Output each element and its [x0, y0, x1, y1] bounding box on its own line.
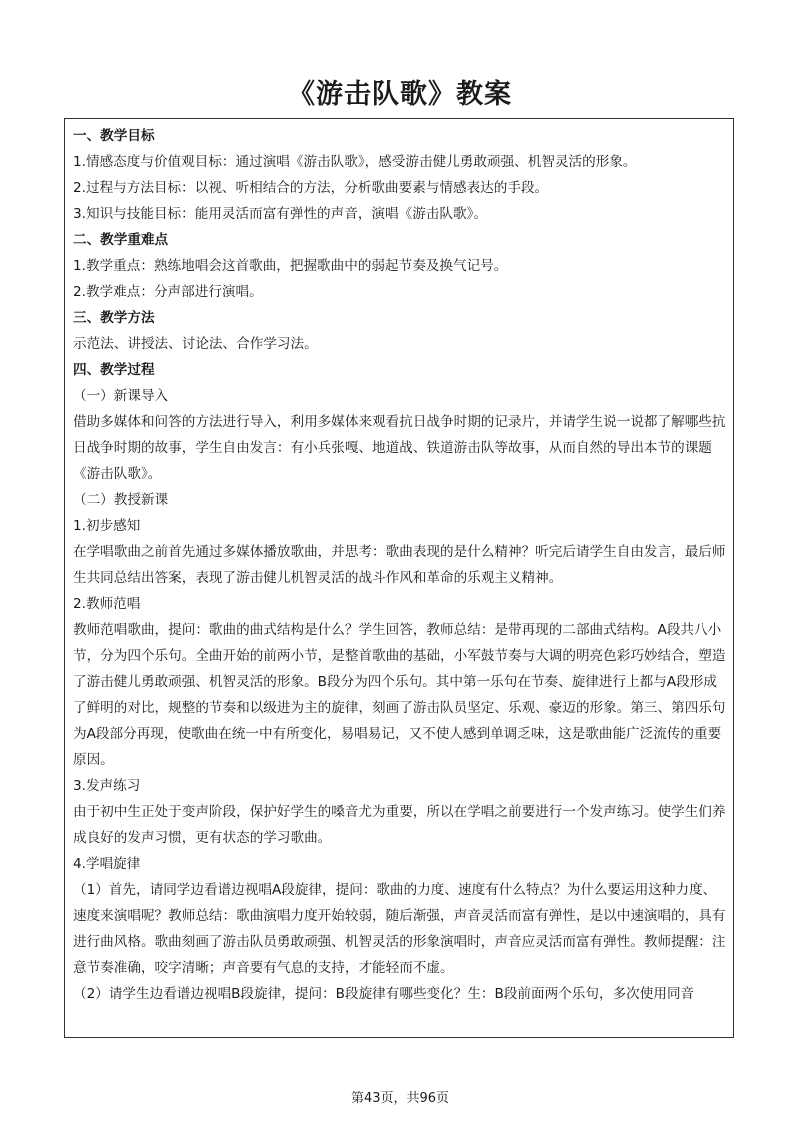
paragraph: 示范法、讲授法、讨论法、合作学习法。: [73, 336, 318, 352]
paragraph: 3.知识与技能目标：能用灵活而富有弹性的声音，演唱《游击队歌》。: [73, 206, 487, 222]
section-heading-key-points: 二、教学重难点: [73, 232, 169, 248]
lesson-plan-body: [73, 123, 728, 1007]
paragraph: （2）请学生边看谱边视唱B段旋律，提问：B段旋律有哪些变化？生：B段前面两个乐句，多次使用同音: [73, 986, 695, 1002]
paragraph: 由于初中生正处于变声阶段，保护好学生的嗓音尤为重要，所以在学唱之前要进行一个发声练习。使学生们养成良好的发声习惯，更有状态的学习歌曲。: [73, 804, 726, 846]
section-heading-methods: 三、教学方法: [73, 310, 155, 326]
paragraph: 教师范唱歌曲，提问：歌曲的曲式结构是什么？学生回答，教师总结：是带再现的二部曲式结构。A段共八小节，分为四个乐句。全曲开始的前两小节，是整首歌曲的基础，小军鼓节奏与大调的明亮色彩巧妙结合，塑造了游击健儿勇敢顽强、机智灵活的形象。B段分为四个乐句。其中第一乐句在节奏、旋律进行上都与A段形成了鲜明的对比，规整的节奏和以级进为主的旋律，刻画了游击队员坚定、乐观、豪迈的形象。第三、第四乐句为A段部分再现，使歌曲在统一中有所变化，易唱易记，又不使人感到单调乏味，这是歌曲能广泛流传的重要原因。: [73, 622, 726, 768]
subsection-heading: （二）教授新课: [73, 492, 169, 508]
page-number: 第43页，共96页: [350, 1091, 450, 1106]
step-heading: 2.教师范唱: [73, 596, 141, 612]
step-heading: 4.学唱旋律: [73, 856, 141, 872]
subsection-heading: （一）新课导入: [73, 388, 169, 404]
page-title: 《游击队歌》教案: [288, 79, 512, 110]
step-heading: 3.发声练习: [73, 778, 141, 794]
section-heading-objectives: 一、教学目标: [73, 128, 155, 144]
step-heading: 1.初步感知: [73, 518, 141, 534]
paragraph: 1.教学重点：熟练地唱会这首歌曲，把握歌曲中的弱起节奏及换气记号。: [73, 258, 508, 274]
paragraph: 2.过程与方法目标：以视、听相结合的方法，分析歌曲要素与情感表达的手段。: [73, 180, 549, 196]
section-heading-process: 四、教学过程: [73, 362, 155, 378]
paragraph: （1）首先，请同学边看谱边视唱A段旋律，提问：歌曲的力度、速度有什么特点？为什么要运用这种力度、速度来演唱呢？教师总结：歌曲演唱力度开始较弱，随后渐强，声音灵活而富有弹性，是以中速演唱的，具有进行曲风格。歌曲刻画了游击队员勇敢顽强、机智灵活的形象演唱时，声音应灵活而富有弹性。教师提醒：注意节奏准确，咬字清晰；声音要有气息的支持，才能轻而不虚。: [73, 882, 726, 976]
paragraph: 借助多媒体和问答的方法进行导入，利用多媒体来观看抗日战争时期的记录片，并请学生说一说都了解哪些抗日战争时期的故事，学生自由发言：有小兵张嘎、地道战、铁道游击队等故事，从而自然的导出本节的课题《游击队歌》。: [73, 414, 726, 482]
paragraph: 2.教学难点：分声部进行演唱。: [73, 284, 263, 300]
paragraph: 在学唱歌曲之前首先通过多媒体播放歌曲，并思考：歌曲表现的是什么精神？听完后请学生自由发言，最后师生共同总结出答案，表现了游击健儿机智灵活的战斗作风和革命的乐观主义精神。: [73, 544, 726, 586]
paragraph: 1.情感态度与价值观目标：通过演唱《游击队歌》，感受游击健儿勇敢顽强、机智灵活的形象。: [73, 154, 637, 170]
